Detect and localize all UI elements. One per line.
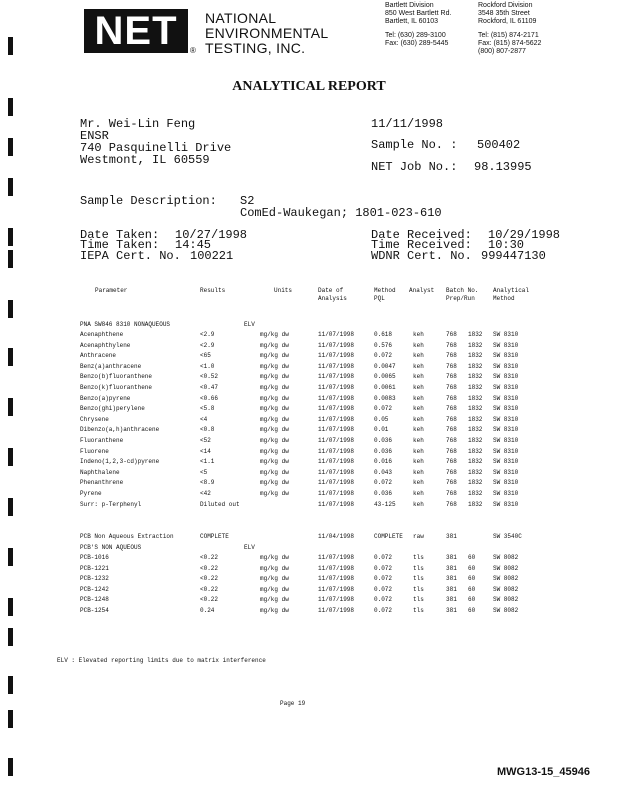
punch-mark [8,228,13,246]
cell-pql: 43-125 [374,500,396,508]
cell-pql: 0.072 [374,352,393,360]
punch-mark [8,676,13,694]
cell-pql: 0.05 [374,415,389,423]
cell-method: SW 8082 [493,607,519,614]
col-analyst: Analyst [409,287,435,294]
cell-units: mg/kg dw [260,479,289,487]
address-line: Fax: (815) 874-5622 [478,39,542,47]
cell-pql: 0.072 [374,405,393,413]
punch-mark [8,548,13,566]
pna-section-title: PNA SW846 8310 NONAQUEOUS [80,321,171,328]
pna-section-flag: ELV [244,321,255,328]
cell-units: mg/kg dw [260,575,289,583]
cell-analyst: keh [413,490,424,497]
punch-mark [8,758,13,776]
cell-result: <1.1 [200,458,215,466]
cell-date: 11/07/1998 [318,554,355,561]
cell-date: 11/07/1998 [318,341,355,349]
cell-param: Dibenzo(a,h)anthracene [80,426,160,434]
client-company: ENSR [80,129,109,143]
cell-analyst: tls [413,607,424,614]
cell-prep: 768 [446,500,457,508]
cell-pql: 0.618 [374,331,393,338]
client-address [80,118,231,166]
cell-run: 1832 [468,352,483,360]
cell-units: mg/kg dw [260,468,289,476]
company-line: ENVIRONMENTAL [205,25,329,41]
job-no: 98.13995 [474,160,532,174]
cell-result: <0.8 [200,426,215,434]
cell-run: 1832 [468,458,483,466]
pcb-section-title: PCB'S NON AQUEOUS [80,544,142,551]
cell-param: Surr: p-Terphenyl [80,500,142,508]
col-method-line: Analytical [493,287,530,294]
cell-prep: 768 [446,415,457,423]
cell-prep: 768 [446,437,457,444]
cell-analyst: keh [413,447,424,455]
date-taken-label: Date Taken: [80,228,160,242]
cell-prep: 768 [446,479,457,487]
cell-pql: 0.072 [374,554,393,561]
cell-prep: 768 [446,490,457,497]
cell-analyst: tls [413,554,424,561]
company-logo: NET [84,9,188,53]
cell-result: <0.22 [200,575,219,583]
cell-units: mg/kg dw [260,585,289,593]
cell-method: SW 8310 [493,415,519,423]
cell-date: 11/07/1998 [318,415,355,423]
address-line: Tel: (815) 874-2171 [478,31,539,39]
cell-run: 1832 [468,447,483,455]
cell-result: <42 [200,490,211,497]
client-city: Westmont, IL 60559 [80,153,210,167]
cell-result: <0.47 [200,384,219,391]
cell-run: 1832 [468,479,483,487]
cell-method: SW 8082 [493,554,519,561]
cell-pql: 0.576 [374,341,393,349]
cell-prep: 768 [446,362,457,370]
cell-analyst: tls [413,575,424,583]
punch-mark [8,250,13,268]
cell-date: 11/07/1998 [318,564,355,572]
cell-result: <0.22 [200,596,219,604]
cell-pql: 0.036 [374,447,393,455]
cell-units: mg/kg dw [260,437,289,444]
cell-analyst: keh [413,458,424,466]
cell-date: 11/07/1998 [318,458,355,466]
cell-date: 11/07/1998 [318,479,355,487]
punch-mark [8,138,13,156]
address-line: Bartlett, IL 60103 [385,18,439,26]
cell-analyst: keh [413,352,424,360]
cell-prep: 381 [446,554,457,561]
cell-method: SW 8082 [493,596,519,604]
cell-analyst: keh [413,405,424,413]
cell-analyst: keh [413,373,424,381]
cell-run: 1832 [468,362,483,370]
pcb-extraction-method: SW 3540C [493,533,522,540]
registered-mark: ® [190,46,196,55]
pcb-section-flag: ELV [244,544,255,551]
cell-run: 1832 [468,490,483,497]
cell-analyst: keh [413,437,424,444]
cell-analyst: keh [413,341,424,349]
pcb-extraction-result: COMPLETE [200,533,229,540]
cell-pql: 0.0047 [374,362,396,370]
col-pql-line: Method [374,287,396,294]
job-no-label: NET Job No.: [371,160,458,174]
cell-param: Benz(a)anthracene [80,362,142,370]
cell-result: <2.9 [200,341,215,349]
cell-result: <14 [200,447,211,455]
cell-date: 11/07/1998 [318,447,355,455]
cell-date: 11/07/1998 [318,394,355,402]
document-id: MWG13-15_45946 [497,766,590,778]
cell-date: 11/07/1998 [318,384,355,391]
report-title: ANALYTICAL REPORT [232,79,386,94]
cell-run: 1832 [468,341,483,349]
col-pql-line: PQL [374,295,385,302]
address-line: Rockford, IL 61109 [478,18,537,26]
punch-mark [8,300,13,318]
col-parameter: Parameter [95,287,128,294]
cell-pql: 0.0065 [374,373,396,381]
time-received: 10:30 [488,238,525,252]
cell-pql: 0.043 [374,468,393,476]
cell-result: <4 [200,415,208,423]
cell-param: Benzo(k)fluoranthene [80,384,153,391]
cell-date: 11/07/1998 [318,373,355,381]
footnote: ELV : Elevated reporting limits due to matrix interference [57,657,266,664]
cell-param: Benzo(b)fluoranthene [80,373,153,381]
cell-param: Indeno(1,2,3-cd)pyrene [80,458,160,466]
cell-param: Benzo(a)pyrene [80,394,131,402]
punch-mark [8,98,13,116]
cell-result: <0.22 [200,585,219,593]
cell-param: Naphthalene [80,468,120,476]
sample-description: S2 [240,194,255,208]
cell-result: <5.8 [200,405,215,413]
cell-run: 1832 [468,437,483,444]
cell-run: 60 [468,554,476,561]
iepa-no: 100221 [190,249,234,263]
wdnr-no: 999447130 [481,249,546,263]
date-received: 10/29/1998 [488,228,561,242]
cell-prep: 768 [446,426,457,434]
cell-prep: 381 [446,585,457,593]
cell-result: 0.24 [200,607,215,614]
cell-prep: 381 [446,596,457,604]
cell-result: <0.22 [200,564,219,572]
address-line: Fax: (630) 289-5445 [385,39,449,47]
col-method-line: Method [493,295,515,302]
cell-param: Fluoranthene [80,437,124,444]
cell-analyst: keh [413,415,424,423]
cell-date: 11/07/1998 [318,331,355,338]
cell-units: mg/kg dw [260,405,289,413]
cell-prep: 768 [446,458,457,466]
cell-method: SW 8310 [493,426,519,434]
cell-analyst: keh [413,331,424,338]
pcb-extraction-pql: COMPLETE [374,533,403,540]
cell-run: 1832 [468,331,483,338]
cell-pql: 0.0061 [374,384,396,391]
cell-prep: 768 [446,373,457,381]
cell-run: 60 [468,596,476,604]
cell-method: SW 8310 [493,500,519,508]
cell-run: 60 [468,585,476,593]
cell-run: 60 [468,564,476,572]
cell-analyst: keh [413,362,424,370]
cell-pql: 0.016 [374,458,393,466]
address-line: Rockford Division [478,2,533,9]
cell-result: Diluted out [200,500,240,508]
cell-param: PCB-1254 [80,607,109,614]
cell-run: 1832 [468,426,483,434]
cell-method: SW 8310 [493,352,519,360]
pcb-extraction-param: PCB Non Aqueous Extraction [80,533,174,540]
cell-pql: 0.072 [374,607,393,614]
cell-result: <5 [200,468,208,476]
cell-date: 11/07/1998 [318,352,355,360]
cell-method: SW 8310 [493,384,519,391]
cell-units: mg/kg dw [260,554,289,561]
cell-analyst: tls [413,585,424,593]
cell-date: 11/07/1998 [318,607,355,614]
col-units: Units [274,287,293,294]
client-name: Mr. Wei-Lin Feng [80,117,196,131]
cell-analyst: keh [413,426,424,434]
cell-prep: 768 [446,447,457,455]
cell-prep: 768 [446,331,457,338]
cell-result: <52 [200,437,211,444]
cell-units: mg/kg dw [260,458,289,466]
cell-pql: 0.072 [374,575,393,583]
cell-units: mg/kg dw [260,564,289,572]
col-results: Results [200,287,226,294]
cell-prep: 768 [446,341,457,349]
date-taken: 10/27/1998 [175,228,248,242]
cell-prep: 768 [446,394,457,402]
cell-units: mg/kg dw [260,352,289,360]
punch-mark [8,398,13,416]
cell-units: mg/kg dw [260,373,289,381]
cell-date: 11/07/1998 [318,426,355,434]
cell-prep: 768 [446,405,457,413]
cell-date: 11/07/1998 [318,437,355,444]
cell-units: mg/kg dw [260,596,289,604]
cell-run: 60 [468,575,476,583]
col-pql [374,287,396,303]
date-received-label: Date Received: [371,228,472,242]
cell-method: SW 8310 [493,437,519,444]
cell-pql: 0.036 [374,490,393,497]
cell-analyst: keh [413,468,424,476]
punch-mark [8,710,13,728]
cell-result: <1.0 [200,362,215,370]
cell-method: SW 8310 [493,468,519,476]
cell-units: mg/kg dw [260,490,289,497]
col-batch-line: Prep/Run [446,295,475,302]
cell-units: mg/kg dw [260,415,289,423]
cell-param: PCB-1232 [80,575,109,583]
punch-mark [8,178,13,196]
company-line: TESTING, INC. [205,40,306,56]
cell-analyst: tls [413,596,424,604]
cell-analyst: keh [413,384,424,391]
cell-param: Anthracene [80,352,117,360]
address-line: Bartlett Division [385,2,434,9]
pcb-extraction-prep: 381 [446,533,457,540]
cell-prep: 381 [446,575,457,583]
sample-no-label: Sample No. : [371,138,458,152]
punch-mark [8,498,13,516]
rockford-address [478,2,541,56]
time-taken-label: Time Taken: [80,238,160,252]
cell-method: SW 8310 [493,490,519,497]
cell-date: 11/07/1998 [318,596,355,604]
cell-date: 11/07/1998 [318,362,355,370]
cell-pql: 0.072 [374,479,393,487]
cell-prep: 381 [446,564,457,572]
bartlett-address [385,2,451,48]
cell-pql: 0.072 [374,564,393,572]
cell-analyst: tls [413,564,424,572]
cell-prep: 768 [446,468,457,476]
cell-prep: 768 [446,352,457,360]
col-date-line: Date of [318,287,344,294]
cell-method: SW 8310 [493,362,519,370]
cell-result: <0.52 [200,373,219,381]
cell-units: mg/kg dw [260,426,289,434]
col-batch [446,287,478,303]
cell-units: mg/kg dw [260,362,289,370]
cell-result: <65 [200,352,211,360]
cell-method: SW 8082 [493,575,519,583]
punch-mark [8,448,13,466]
cell-result: <0.66 [200,394,219,402]
cell-param: Acenaphthene [80,331,124,338]
address-line: 850 West Bartlett Rd. [385,10,452,18]
cell-method: SW 8310 [493,458,519,466]
cell-result: <8.9 [200,479,215,487]
cell-analyst: keh [413,500,424,508]
cell-units: mg/kg dw [260,447,289,455]
cell-pql: 0.01 [374,426,389,434]
pcb-extraction-date: 11/04/1998 [318,533,355,540]
cell-method: SW 8310 [493,373,519,381]
client-street: 740 Pasquinelli Drive [80,141,232,155]
time-received-label: Time Received: [371,238,472,252]
iepa-label: IEPA Cert. No. [80,249,181,263]
address-line: 3548 35th Street [478,10,530,18]
cell-method: SW 8310 [493,479,519,487]
cell-param: PCB-1242 [80,585,109,593]
col-date [318,287,347,303]
cell-param: Benzo(ghi)perylene [80,405,145,413]
cell-pql: 0.0083 [374,394,396,402]
cell-param: PCB-1016 [80,554,109,561]
cell-method: SW 8310 [493,394,519,402]
cell-method: SW 8310 [493,447,519,455]
cell-run: 60 [468,607,476,614]
cell-param: PCB-1248 [80,596,109,604]
cell-pql: 0.036 [374,437,393,444]
cell-pql: 0.072 [374,596,393,604]
cell-units: mg/kg dw [260,341,289,349]
cell-run: 1832 [468,373,483,381]
cell-pql: 0.072 [374,585,393,593]
col-analytical-method [493,287,529,303]
cell-method: SW 8310 [493,341,519,349]
punch-mark [8,348,13,366]
punch-mark [8,628,13,646]
punch-mark [8,598,13,616]
cell-prep: 381 [446,607,457,614]
cell-units: mg/kg dw [260,607,289,614]
cell-date: 11/07/1998 [318,500,355,508]
cell-date: 11/07/1998 [318,405,355,413]
time-taken: 14:45 [175,238,212,252]
wdnr-label: WDNR Cert. No. [371,249,472,263]
pcb-extraction-analyst: raw [413,533,424,540]
cell-param: Acenaphthylene [80,341,131,349]
cell-param: Phenanthrene [80,479,124,487]
sample-description-label: Sample Description: [80,194,217,208]
cell-units: mg/kg dw [260,384,289,391]
company-line: NATIONAL [205,10,277,26]
punch-mark [8,37,13,55]
cell-units: mg/kg dw [260,331,289,338]
cell-result: <2.9 [200,331,215,338]
cell-date: 11/07/1998 [318,468,355,476]
cell-param: Pyrene [80,490,102,497]
cell-run: 1832 [468,500,483,508]
cell-method: SW 8082 [493,564,519,572]
cell-analyst: keh [413,479,424,487]
cell-run: 1832 [468,394,483,402]
cell-units: mg/kg dw [260,394,289,402]
cell-param: Fluorene [80,447,109,455]
cell-date: 11/07/1998 [318,585,355,593]
cell-date: 11/07/1998 [318,490,355,497]
page-number: Page 19 [280,700,306,707]
cell-run: 1832 [468,415,483,423]
cell-param: PCB-1221 [80,564,109,572]
cell-run: 1832 [468,468,483,476]
col-batch-line: Batch No. [446,287,479,294]
cell-method: SW 8310 [493,405,519,413]
cell-run: 1832 [468,405,483,413]
cell-prep: 768 [446,384,457,391]
cell-param: Chrysene [80,415,109,423]
sample-no: 500402 [477,138,521,152]
report-date: 11/11/1998 [371,117,444,131]
cell-run: 1832 [468,384,483,391]
sample-site: ComEd-Waukegan; 1801-023-610 [240,206,442,220]
cell-result: <0.22 [200,554,219,561]
address-line: (800) 807-2877 [478,48,526,56]
company-name [205,11,328,56]
col-date-line: Analysis [318,295,347,302]
cell-method: SW 8310 [493,331,519,338]
cell-method: SW 8082 [493,585,519,593]
cell-analyst: keh [413,394,424,402]
cell-date: 11/07/1998 [318,575,355,583]
address-line: Tel: (630) 289-3100 [385,31,446,39]
